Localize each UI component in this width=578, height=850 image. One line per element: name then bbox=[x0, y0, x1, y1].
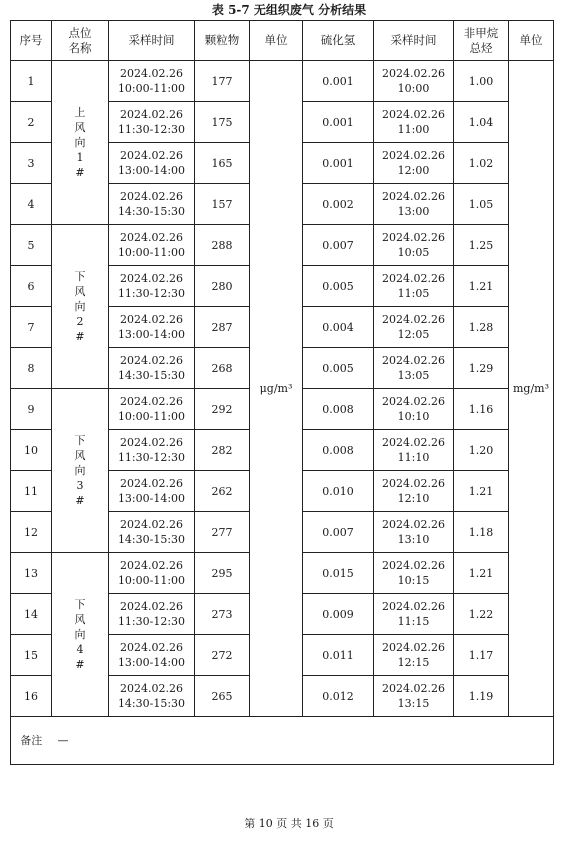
cell-h2s: 0.008 bbox=[303, 389, 374, 430]
cell-sample-time bbox=[109, 307, 195, 348]
cell-sample-time bbox=[109, 143, 195, 184]
cell-sample-time bbox=[109, 389, 195, 430]
results-table bbox=[10, 20, 554, 765]
cell-nmhc: 1.20 bbox=[454, 430, 509, 471]
sample-time-2: 10:00 bbox=[397, 82, 430, 95]
header-point bbox=[52, 21, 109, 61]
cell-particulate: 262 bbox=[195, 471, 250, 512]
sample-date-2: 2024.02.26 bbox=[382, 436, 445, 449]
point-name-char: 风 bbox=[74, 121, 86, 134]
cell-seq: 1 bbox=[11, 61, 52, 102]
sample-date: 2024.02.26 bbox=[120, 518, 183, 531]
sample-range: 11:30-12:30 bbox=[117, 287, 186, 300]
cell-sample-time bbox=[109, 430, 195, 471]
sample-time-2: 13:15 bbox=[397, 697, 430, 710]
cell-nmhc: 1.21 bbox=[454, 266, 509, 307]
sample-date: 2024.02.26 bbox=[120, 395, 183, 408]
cell-sample-time-2 bbox=[374, 102, 454, 143]
cell-h2s: 0.007 bbox=[303, 512, 374, 553]
cell-nmhc: 1.25 bbox=[454, 225, 509, 266]
point-name-label bbox=[73, 433, 87, 508]
header-nmhc bbox=[454, 21, 509, 61]
sample-date: 2024.02.26 bbox=[120, 190, 183, 203]
header-point-label: 点位名称 bbox=[68, 25, 92, 55]
cell-nmhc: 1.00 bbox=[454, 61, 509, 102]
cell-h2s: 0.001 bbox=[303, 143, 374, 184]
sample-range: 13:00-14:00 bbox=[117, 328, 186, 341]
cell-nmhc: 1.19 bbox=[454, 676, 509, 717]
sample-date-2: 2024.02.26 bbox=[382, 67, 445, 80]
header-unit: 单位 bbox=[250, 21, 303, 61]
cell-particulate: 287 bbox=[195, 307, 250, 348]
sample-date: 2024.02.26 bbox=[120, 559, 183, 572]
cell-sample-time bbox=[109, 348, 195, 389]
sample-time-2: 11:10 bbox=[397, 451, 430, 464]
cell-nmhc: 1.16 bbox=[454, 389, 509, 430]
note-value: — bbox=[52, 717, 554, 765]
cell-h2s: 0.007 bbox=[303, 225, 374, 266]
header-h2s: 硫化氢 bbox=[303, 21, 374, 61]
cell-h2s: 0.009 bbox=[303, 594, 374, 635]
point-name-char: 风 bbox=[74, 613, 86, 626]
cell-sample-time-2 bbox=[374, 635, 454, 676]
sample-range: 10:00-11:00 bbox=[117, 246, 186, 259]
sample-range: 10:00-11:00 bbox=[117, 82, 186, 95]
cell-particulate: 280 bbox=[195, 266, 250, 307]
table-row bbox=[11, 61, 554, 102]
sample-date-2: 2024.02.26 bbox=[382, 272, 445, 285]
sample-range: 14:30-15:30 bbox=[117, 697, 186, 710]
point-name-char: 向 bbox=[74, 300, 86, 313]
header-seq: 序号 bbox=[11, 21, 52, 61]
sample-date-2: 2024.02.26 bbox=[382, 149, 445, 162]
cell-particulate: 268 bbox=[195, 348, 250, 389]
cell-seq: 15 bbox=[11, 635, 52, 676]
cell-particulate: 277 bbox=[195, 512, 250, 553]
sample-date-2: 2024.02.26 bbox=[382, 108, 445, 121]
sample-time-2: 11:05 bbox=[397, 287, 430, 300]
cell-seq: 12 bbox=[11, 512, 52, 553]
sample-time-2: 13:00 bbox=[397, 205, 430, 218]
sample-date-2: 2024.02.26 bbox=[382, 682, 445, 695]
sample-date: 2024.02.26 bbox=[120, 313, 183, 326]
page-footer: 第 10 页 共 16 页 bbox=[244, 817, 334, 830]
cell-point-name bbox=[52, 225, 109, 389]
cell-seq: 6 bbox=[11, 266, 52, 307]
sample-range: 10:00-11:00 bbox=[117, 410, 186, 423]
cell-h2s: 0.010 bbox=[303, 471, 374, 512]
cell-sample-time-2 bbox=[374, 61, 454, 102]
sample-date: 2024.02.26 bbox=[120, 682, 183, 695]
header-particulate: 颗粒物 bbox=[195, 21, 250, 61]
point-name-char: 3# bbox=[75, 479, 85, 507]
cell-sample-time-2 bbox=[374, 553, 454, 594]
cell-sample-time-2 bbox=[374, 348, 454, 389]
cell-seq: 8 bbox=[11, 348, 52, 389]
sample-time-2: 11:15 bbox=[397, 615, 430, 628]
cell-h2s: 0.002 bbox=[303, 184, 374, 225]
cell-particulate: 175 bbox=[195, 102, 250, 143]
cell-seq: 14 bbox=[11, 594, 52, 635]
sample-time-2: 11:00 bbox=[397, 123, 430, 136]
cell-h2s: 0.005 bbox=[303, 348, 374, 389]
cell-sample-time bbox=[109, 102, 195, 143]
cell-sample-time bbox=[109, 61, 195, 102]
sample-date-2: 2024.02.26 bbox=[382, 477, 445, 490]
cell-sample-time bbox=[109, 594, 195, 635]
cell-h2s: 0.015 bbox=[303, 553, 374, 594]
cell-h2s: 0.001 bbox=[303, 61, 374, 102]
cell-particulate: 177 bbox=[195, 61, 250, 102]
sample-date-2: 2024.02.26 bbox=[382, 395, 445, 408]
sample-date-2: 2024.02.26 bbox=[382, 190, 445, 203]
cell-nmhc: 1.22 bbox=[454, 594, 509, 635]
sample-range: 11:30-12:30 bbox=[117, 123, 186, 136]
cell-sample-time-2 bbox=[374, 225, 454, 266]
sample-date: 2024.02.26 bbox=[120, 108, 183, 121]
sample-date-2: 2024.02.26 bbox=[382, 313, 445, 326]
sample-date-2: 2024.02.26 bbox=[382, 518, 445, 531]
cell-h2s: 0.011 bbox=[303, 635, 374, 676]
point-name-char: 向 bbox=[74, 628, 86, 641]
cell-sample-time bbox=[109, 553, 195, 594]
sample-time-2: 13:10 bbox=[397, 533, 430, 546]
sample-time-2: 13:05 bbox=[397, 369, 430, 382]
cell-particulate: 157 bbox=[195, 184, 250, 225]
cell-nmhc: 1.21 bbox=[454, 471, 509, 512]
sample-time-2: 12:10 bbox=[397, 492, 430, 505]
cell-sample-time-2 bbox=[374, 471, 454, 512]
point-name-char: 向 bbox=[74, 464, 86, 477]
cell-h2s: 0.001 bbox=[303, 102, 374, 143]
cell-sample-time-2 bbox=[374, 143, 454, 184]
sample-date: 2024.02.26 bbox=[120, 436, 183, 449]
sample-date: 2024.02.26 bbox=[120, 231, 183, 244]
cell-sample-time-2 bbox=[374, 430, 454, 471]
cell-sample-time bbox=[109, 512, 195, 553]
header-sample-time: 采样时间 bbox=[109, 21, 195, 61]
point-name-char: 下 bbox=[74, 434, 86, 447]
cell-seq: 7 bbox=[11, 307, 52, 348]
header-sample-time-2: 采样时间 bbox=[374, 21, 454, 61]
cell-seq: 2 bbox=[11, 102, 52, 143]
cell-sample-time-2 bbox=[374, 676, 454, 717]
sample-range: 13:00-14:00 bbox=[117, 656, 186, 669]
cell-sample-time-2 bbox=[374, 266, 454, 307]
sample-date-2: 2024.02.26 bbox=[382, 600, 445, 613]
sample-range: 11:30-12:30 bbox=[117, 615, 186, 628]
cell-sample-time bbox=[109, 266, 195, 307]
sample-date-2: 2024.02.26 bbox=[382, 231, 445, 244]
cell-nmhc: 1.28 bbox=[454, 307, 509, 348]
point-name-char: 4# bbox=[75, 643, 85, 671]
sample-date: 2024.02.26 bbox=[120, 149, 183, 162]
sample-date: 2024.02.26 bbox=[120, 272, 183, 285]
cell-nmhc: 1.21 bbox=[454, 553, 509, 594]
cell-point-name bbox=[52, 61, 109, 225]
sample-date: 2024.02.26 bbox=[120, 641, 183, 654]
sample-range: 14:30-15:30 bbox=[117, 369, 186, 382]
cell-nmhc: 1.05 bbox=[454, 184, 509, 225]
cell-particulate: 292 bbox=[195, 389, 250, 430]
cell-seq: 11 bbox=[11, 471, 52, 512]
sample-date-2: 2024.02.26 bbox=[382, 559, 445, 572]
cell-nmhc: 1.29 bbox=[454, 348, 509, 389]
cell-h2s: 0.012 bbox=[303, 676, 374, 717]
cell-sample-time-2 bbox=[374, 389, 454, 430]
sample-range: 11:30-12:30 bbox=[117, 451, 186, 464]
point-name-char: 1# bbox=[75, 151, 85, 179]
cell-particulate: 273 bbox=[195, 594, 250, 635]
point-name-char: 风 bbox=[74, 285, 86, 298]
table-title: 表 5-7 无组织废气 分析结果 bbox=[211, 3, 367, 17]
sample-time-2: 12:15 bbox=[397, 656, 430, 669]
sample-date-2: 2024.02.26 bbox=[382, 641, 445, 654]
cell-sample-time bbox=[109, 471, 195, 512]
point-name-char: 下 bbox=[74, 270, 86, 283]
cell-seq: 13 bbox=[11, 553, 52, 594]
cell-particulate: 165 bbox=[195, 143, 250, 184]
cell-seq: 3 bbox=[11, 143, 52, 184]
sample-range: 13:00-14:00 bbox=[117, 492, 186, 505]
note-label: 备注 bbox=[11, 717, 52, 765]
cell-seq: 4 bbox=[11, 184, 52, 225]
cell-particulate: 272 bbox=[195, 635, 250, 676]
sample-date: 2024.02.26 bbox=[120, 600, 183, 613]
cell-nmhc: 1.17 bbox=[454, 635, 509, 676]
cell-h2s: 0.008 bbox=[303, 430, 374, 471]
sample-range: 14:30-15:30 bbox=[117, 205, 186, 218]
cell-h2s: 0.005 bbox=[303, 266, 374, 307]
cell-particulate: 288 bbox=[195, 225, 250, 266]
point-name-char: 向 bbox=[74, 136, 86, 149]
sample-time-2: 10:10 bbox=[397, 410, 430, 423]
cell-particulate: 265 bbox=[195, 676, 250, 717]
cell-particulate: 295 bbox=[195, 553, 250, 594]
cell-seq: 16 bbox=[11, 676, 52, 717]
sample-date: 2024.02.26 bbox=[120, 67, 183, 80]
header-nmhc-label: 非甲烷总烃 bbox=[463, 25, 499, 55]
sample-time-2: 12:05 bbox=[397, 328, 430, 341]
sample-time-2: 10:05 bbox=[397, 246, 430, 259]
point-name-label bbox=[73, 597, 87, 672]
cell-particulate: 282 bbox=[195, 430, 250, 471]
cell-sample-time-2 bbox=[374, 307, 454, 348]
cell-sample-time-2 bbox=[374, 184, 454, 225]
cell-nmhc: 1.18 bbox=[454, 512, 509, 553]
cell-sample-time bbox=[109, 184, 195, 225]
cell-sample-time bbox=[109, 225, 195, 266]
point-name-char: 下 bbox=[74, 598, 86, 611]
sample-date-2: 2024.02.26 bbox=[382, 354, 445, 367]
sample-range: 14:30-15:30 bbox=[117, 533, 186, 546]
point-name-label bbox=[73, 105, 87, 180]
point-name-char: 上 bbox=[74, 106, 86, 119]
cell-seq: 5 bbox=[11, 225, 52, 266]
cell-seq: 9 bbox=[11, 389, 52, 430]
note-row bbox=[11, 717, 554, 765]
header-unit-2: 单位 bbox=[509, 21, 554, 61]
sample-time-2: 12:00 bbox=[397, 164, 430, 177]
sample-time-2: 10:15 bbox=[397, 574, 430, 587]
point-name-char: 2# bbox=[75, 315, 85, 343]
cell-nmhc: 1.04 bbox=[454, 102, 509, 143]
cell-sample-time-2 bbox=[374, 512, 454, 553]
sample-range: 10:00-11:00 bbox=[117, 574, 186, 587]
cell-unit-ug: μg/m³ bbox=[250, 61, 303, 717]
cell-sample-time bbox=[109, 635, 195, 676]
sample-date: 2024.02.26 bbox=[120, 477, 183, 490]
sample-date: 2024.02.26 bbox=[120, 354, 183, 367]
cell-seq: 10 bbox=[11, 430, 52, 471]
cell-sample-time bbox=[109, 676, 195, 717]
sample-range: 13:00-14:00 bbox=[117, 164, 186, 177]
cell-h2s: 0.004 bbox=[303, 307, 374, 348]
cell-nmhc: 1.02 bbox=[454, 143, 509, 184]
point-name-char: 风 bbox=[74, 449, 86, 462]
cell-point-name bbox=[52, 553, 109, 717]
point-name-label bbox=[73, 269, 87, 344]
cell-sample-time-2 bbox=[374, 594, 454, 635]
cell-point-name bbox=[52, 389, 109, 553]
cell-unit-mg: mg/m³ bbox=[509, 61, 554, 717]
